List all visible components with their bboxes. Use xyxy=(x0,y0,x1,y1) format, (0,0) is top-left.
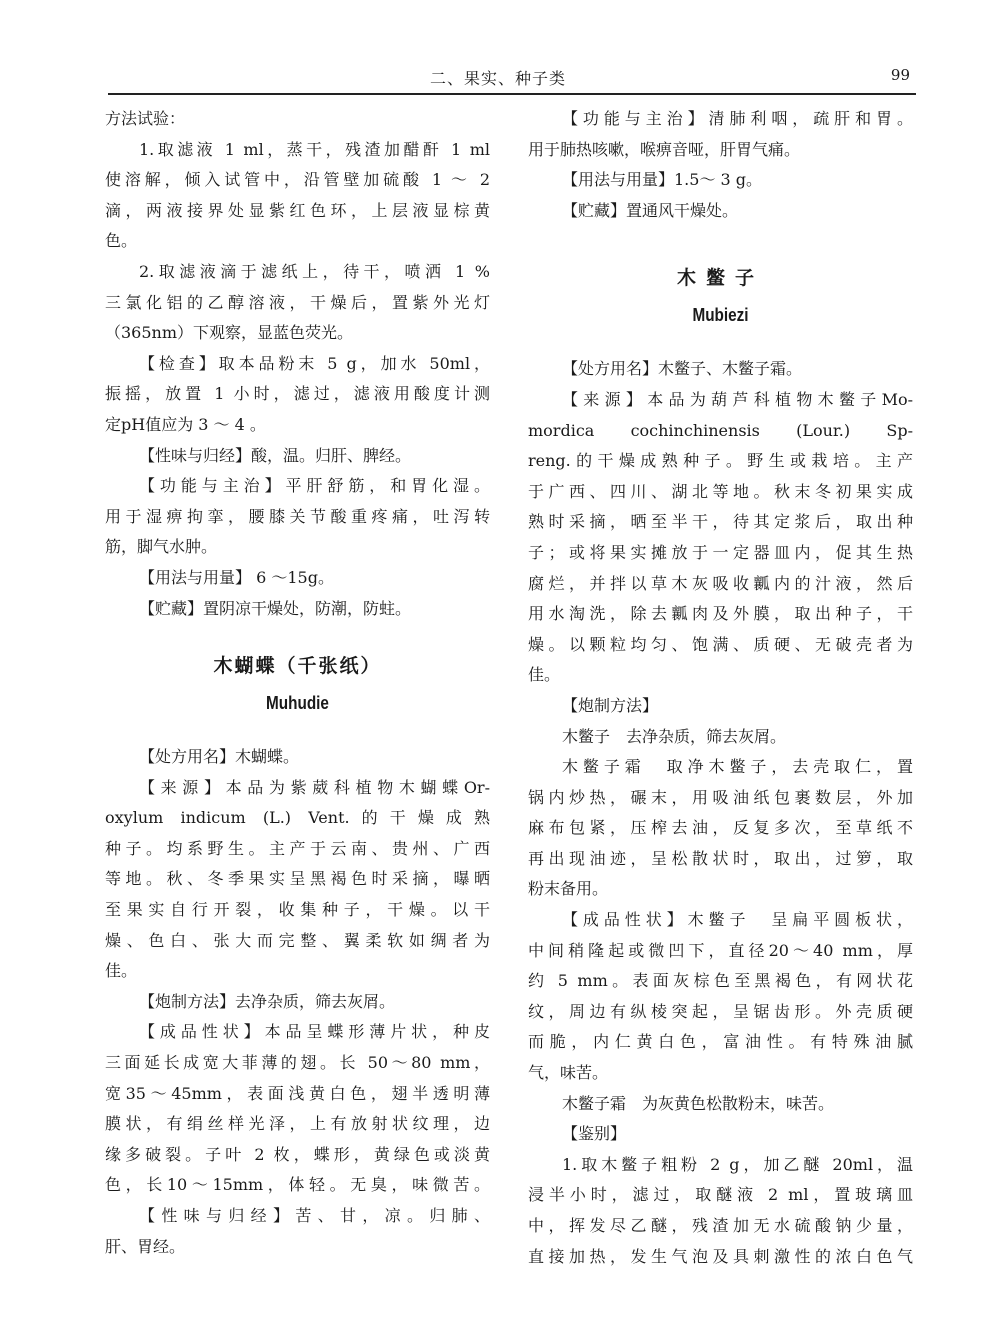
text-line: 肝、胃经。 xyxy=(105,1236,186,1256)
text-line: 燥。以颗粒均匀、饱满、质硬、无破壳者为 xyxy=(528,634,913,654)
text-line: 约 5 mm。表面灰棕色至黑褐色，有网状花 xyxy=(528,971,913,991)
text-line: 【贮藏】置通风干燥处。 xyxy=(562,200,739,220)
text-line: 浸半小时，滤过，取醚液 2 ml，置玻璃皿 xyxy=(528,1185,913,1205)
text-line: 用水淘洗，除去瓤肉及外膜，取出种子，干 xyxy=(528,604,913,624)
text-line: 腐烂，并拌以草木灰吸收瓤内的汁液，然后 xyxy=(528,573,913,593)
text-line: 【来源】本品为葫芦科植物木鳖子Mo- xyxy=(562,389,913,409)
text-line: 木鳖子霜 为灰黄色松散粉末，味苦。 xyxy=(562,1093,835,1113)
text-line: 中间稍隆起或微凹下，直径20～40 mm，厚 xyxy=(528,940,913,960)
text-line: 【用法与用量】 6 ～15g。 xyxy=(139,567,334,587)
text-line: 【处方用名】木鳖子、木鳖子霜。 xyxy=(562,359,803,379)
text-line: 气，味苦。 xyxy=(528,1063,609,1083)
text-line: 燥、色白、张大而完整、翼柔软如绸者为 xyxy=(105,930,490,950)
text-line: 三氯化铝的乙醇溶液，干燥后，置紫外光灯 xyxy=(105,292,490,312)
text-line: 1.取滤液 1 ml，蒸干，残渣加醋酐 1 ml xyxy=(139,139,490,159)
text-line: 【成品性状】木鳖子 呈扁平圆板状， xyxy=(562,910,913,930)
spacer xyxy=(528,226,913,258)
text-line: oxylum indicum (L.) Vent.的干燥成熟 xyxy=(105,808,490,828)
text-line: 【炮制方法】去净杂质，筛去灰屑。 xyxy=(139,991,396,1011)
header-rule xyxy=(108,93,916,95)
spacer xyxy=(105,624,490,646)
text-line: 滴，两液接界处显紫红色环，上层液显棕黄 xyxy=(105,200,490,220)
page-number: 99 xyxy=(890,66,910,84)
text-line: 三面延长成宽大菲薄的翅。长 50～80 mm， xyxy=(105,1053,490,1073)
text-line: 【性味与归经】酸，温。归肝、脾经。 xyxy=(139,445,412,465)
entry-pinyin: Mubiezi xyxy=(692,305,749,326)
text-line: 【用法与用量】1.5～ 3 g。 xyxy=(562,170,763,190)
text-line: 【检查】取本品粉末 5 g，加水 50ml， xyxy=(139,353,490,373)
text-line: 色，长10～15mm，体轻。无臭，味微苦。 xyxy=(105,1175,490,1195)
text-line: 宽35～45mm，表面浅黄白色，翅半透明薄 xyxy=(105,1083,490,1103)
text-line: 至果实自行开裂，收集种子，干燥。以干 xyxy=(105,900,490,920)
text-line: 振摇，放置 1 小时，滤过，滤液用酸度计测 xyxy=(105,384,490,404)
text-line: 【成品性状】本品呈蝶形薄片状，种皮 xyxy=(139,1022,490,1042)
text-line: 【贮藏】置阴凉干燥处，防潮，防蛀。 xyxy=(139,598,412,618)
spacer xyxy=(528,332,913,354)
text-line: 麻布包紧，压榨去油，反复多次，至草纸不 xyxy=(528,818,913,838)
text-line: （365nm）下观察，显蓝色荧光。 xyxy=(105,323,354,343)
left-column xyxy=(105,104,490,1262)
text-line: 于广西、四川、湖北等地。秋末冬初果实成 xyxy=(528,481,913,501)
text-line: 筋，脚气水肿。 xyxy=(105,537,218,557)
text-line: 再出现油迹，呈松散状时，取出，过箩，取 xyxy=(528,848,913,868)
text-line: 色。 xyxy=(105,231,138,251)
text-line: 【来源】本品为紫葳科植物木蝴蝶Or- xyxy=(139,777,490,797)
text-line: 直接加热，发生气泡及具刺激性的浓白色气 xyxy=(528,1246,913,1266)
text-line: 等地。秋、冬季果实呈黑褐色时采摘，曝晒 xyxy=(105,869,490,889)
text-line: 方法试验： xyxy=(105,109,186,128)
text-line: 木鳖子霜 取净木鳖子，去壳取仁，置 xyxy=(562,757,913,777)
text-line: 佳。 xyxy=(105,961,138,981)
entry-title: 木鳖子 xyxy=(676,267,764,290)
text-line: mordica cochinchinensis (Lour.) Sp- xyxy=(528,420,913,440)
text-line: 定pH值应为 3 ～ 4 。 xyxy=(105,414,266,434)
text-line: 粉末备用。 xyxy=(528,879,609,899)
text-line: 锅内炒热，碾末，用吸油纸包裹数层，外加 xyxy=(528,787,913,807)
text-line: 纹，周边有纵棱突起，呈锯齿形。外壳质硬 xyxy=(528,1001,913,1021)
text-line: 中，挥发尽乙醚，残渣加无水硫酸钠少量， xyxy=(528,1216,913,1235)
text-line: 种子。均系野生。主产于云南、贵州、广西 xyxy=(105,838,490,858)
text-line: 2.取滤液滴于滤纸上，待干，喷洒 1 % xyxy=(139,261,490,281)
text-line: 【鉴别】 xyxy=(562,1124,627,1144)
text-line: 木鳖子 去净杂质，筛去灰屑。 xyxy=(562,726,787,746)
text-line: 【炮制方法】 xyxy=(562,695,659,715)
text-line: 1.取木鳖子粗粉 2 g，加乙醚 20ml，温 xyxy=(562,1154,913,1174)
text-line: reng.的干燥成熟种子。野生或栽培。主产 xyxy=(528,451,913,471)
text-line: 子；或将果实摊放于一定器皿内，促其生热 xyxy=(528,542,913,562)
text-line: 【功能与主治】清肺利咽，疏肝和胃。 xyxy=(562,109,913,128)
running-title: 二、果实、种子类 xyxy=(430,69,567,88)
text-line: 而脆，内仁黄白色，富油性。有特殊油腻 xyxy=(528,1032,913,1052)
spacer xyxy=(105,720,490,742)
text-line: 佳。 xyxy=(528,665,561,685)
text-line: 【功能与主治】平肝舒筋，和胃化湿。 xyxy=(139,476,490,496)
entry-pinyin: Muhudie xyxy=(266,693,329,714)
page-header xyxy=(100,62,910,92)
text-line: 使溶解，倾入试管中，沿管壁加硫酸 1 ～ 2 xyxy=(105,170,490,190)
text-line: 用于肺热咳嗽，喉痹音哑，肝胃气痛。 xyxy=(528,139,801,159)
text-line: 【性味与归经】苦、甘，凉。归肺、 xyxy=(139,1206,490,1225)
text-line: 【处方用名】木蝴蝶。 xyxy=(139,747,300,767)
text-line: 熟时采摘，晒至半干，待其定浆后，取出种 xyxy=(528,512,913,532)
text-line: 缘多破裂。子叶 2 枚，蝶形，黄绿色或淡黄 xyxy=(105,1144,490,1164)
text-line: 膜状，有绢丝样光泽，上有放射状纹理，边 xyxy=(105,1114,490,1134)
text-line: 用于湿痹拘挛，腰膝关节酸重疼痛，吐泻转 xyxy=(105,506,490,526)
entry-title: 木蝴蝶（千张纸） xyxy=(213,655,382,678)
right-column xyxy=(528,104,913,1272)
